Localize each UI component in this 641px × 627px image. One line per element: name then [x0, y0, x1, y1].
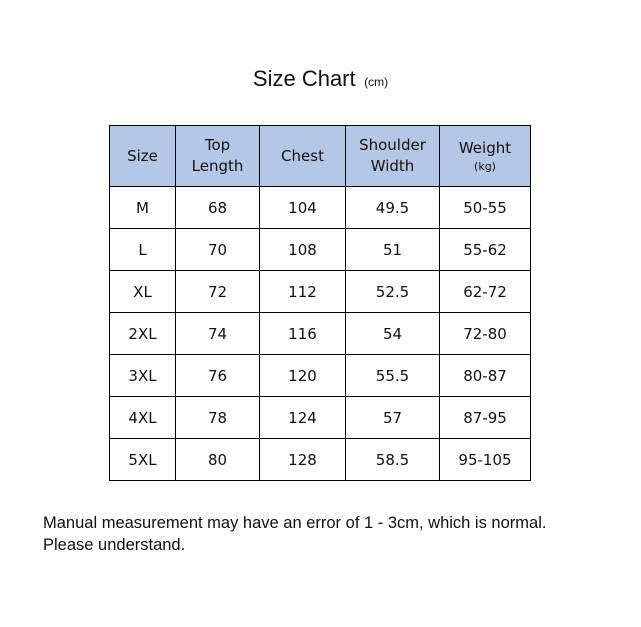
cell-shoulder: 51	[346, 229, 440, 271]
cell-size: 4XL	[110, 397, 176, 439]
cell-chest: 104	[260, 187, 346, 229]
cell-shoulder: 55.5	[346, 355, 440, 397]
table-header	[110, 126, 531, 187]
header-chest: Chest	[260, 126, 346, 187]
cell-weight: 50-55	[440, 187, 531, 229]
note-line-2: Please understand.	[43, 536, 186, 554]
table-row	[110, 397, 531, 439]
cell-shoulder: 57	[346, 397, 440, 439]
cell-weight: 72-80	[440, 313, 531, 355]
header-size: Size	[110, 126, 176, 187]
header-top-length: Top Length	[176, 126, 260, 187]
table-body	[110, 187, 531, 481]
cell-shoulder: 58.5	[346, 439, 440, 481]
table-row	[110, 313, 531, 355]
title-text: Size Chart	[252, 66, 356, 91]
cell-size: M	[110, 187, 176, 229]
header-weight: Weight (kg)	[440, 126, 531, 187]
table-row	[110, 271, 531, 313]
header-row	[110, 126, 531, 187]
cell-top-length: 76	[176, 355, 260, 397]
cell-chest: 116	[260, 313, 346, 355]
table-row	[110, 439, 531, 481]
measurement-note	[43, 512, 633, 556]
cell-weight: 80-87	[440, 355, 531, 397]
table-row	[110, 229, 531, 271]
note-line-1: Manual measurement may have an error of 1 - 3cm, which is normal.	[43, 514, 547, 532]
cell-size: 3XL	[110, 355, 176, 397]
cell-chest: 112	[260, 271, 346, 313]
page-title	[0, 66, 641, 92]
cell-weight: 62-72	[440, 271, 531, 313]
weight-unit: (kg)	[474, 159, 496, 173]
cell-size: L	[110, 229, 176, 271]
cell-chest: 128	[260, 439, 346, 481]
cell-size: 2XL	[110, 313, 176, 355]
cell-size: XL	[110, 271, 176, 313]
cell-top-length: 70	[176, 229, 260, 271]
cell-shoulder: 49.5	[346, 187, 440, 229]
cell-chest: 120	[260, 355, 346, 397]
cell-chest: 108	[260, 229, 346, 271]
cell-weight: 55-62	[440, 229, 531, 271]
cell-shoulder: 52.5	[346, 271, 440, 313]
size-chart-table	[109, 125, 531, 481]
table-row	[110, 187, 531, 229]
cell-shoulder: 54	[346, 313, 440, 355]
cell-size: 5XL	[110, 439, 176, 481]
header-shoulder-width: Shoulder Width	[346, 126, 440, 187]
table-row	[110, 355, 531, 397]
cell-top-length: 74	[176, 313, 260, 355]
cell-chest: 124	[260, 397, 346, 439]
cell-top-length: 68	[176, 187, 260, 229]
cell-weight: 95-105	[440, 439, 531, 481]
cell-weight: 87-95	[440, 397, 531, 439]
cell-top-length: 72	[176, 271, 260, 313]
title-unit: (cm)	[364, 75, 389, 89]
cell-top-length: 80	[176, 439, 260, 481]
cell-top-length: 78	[176, 397, 260, 439]
